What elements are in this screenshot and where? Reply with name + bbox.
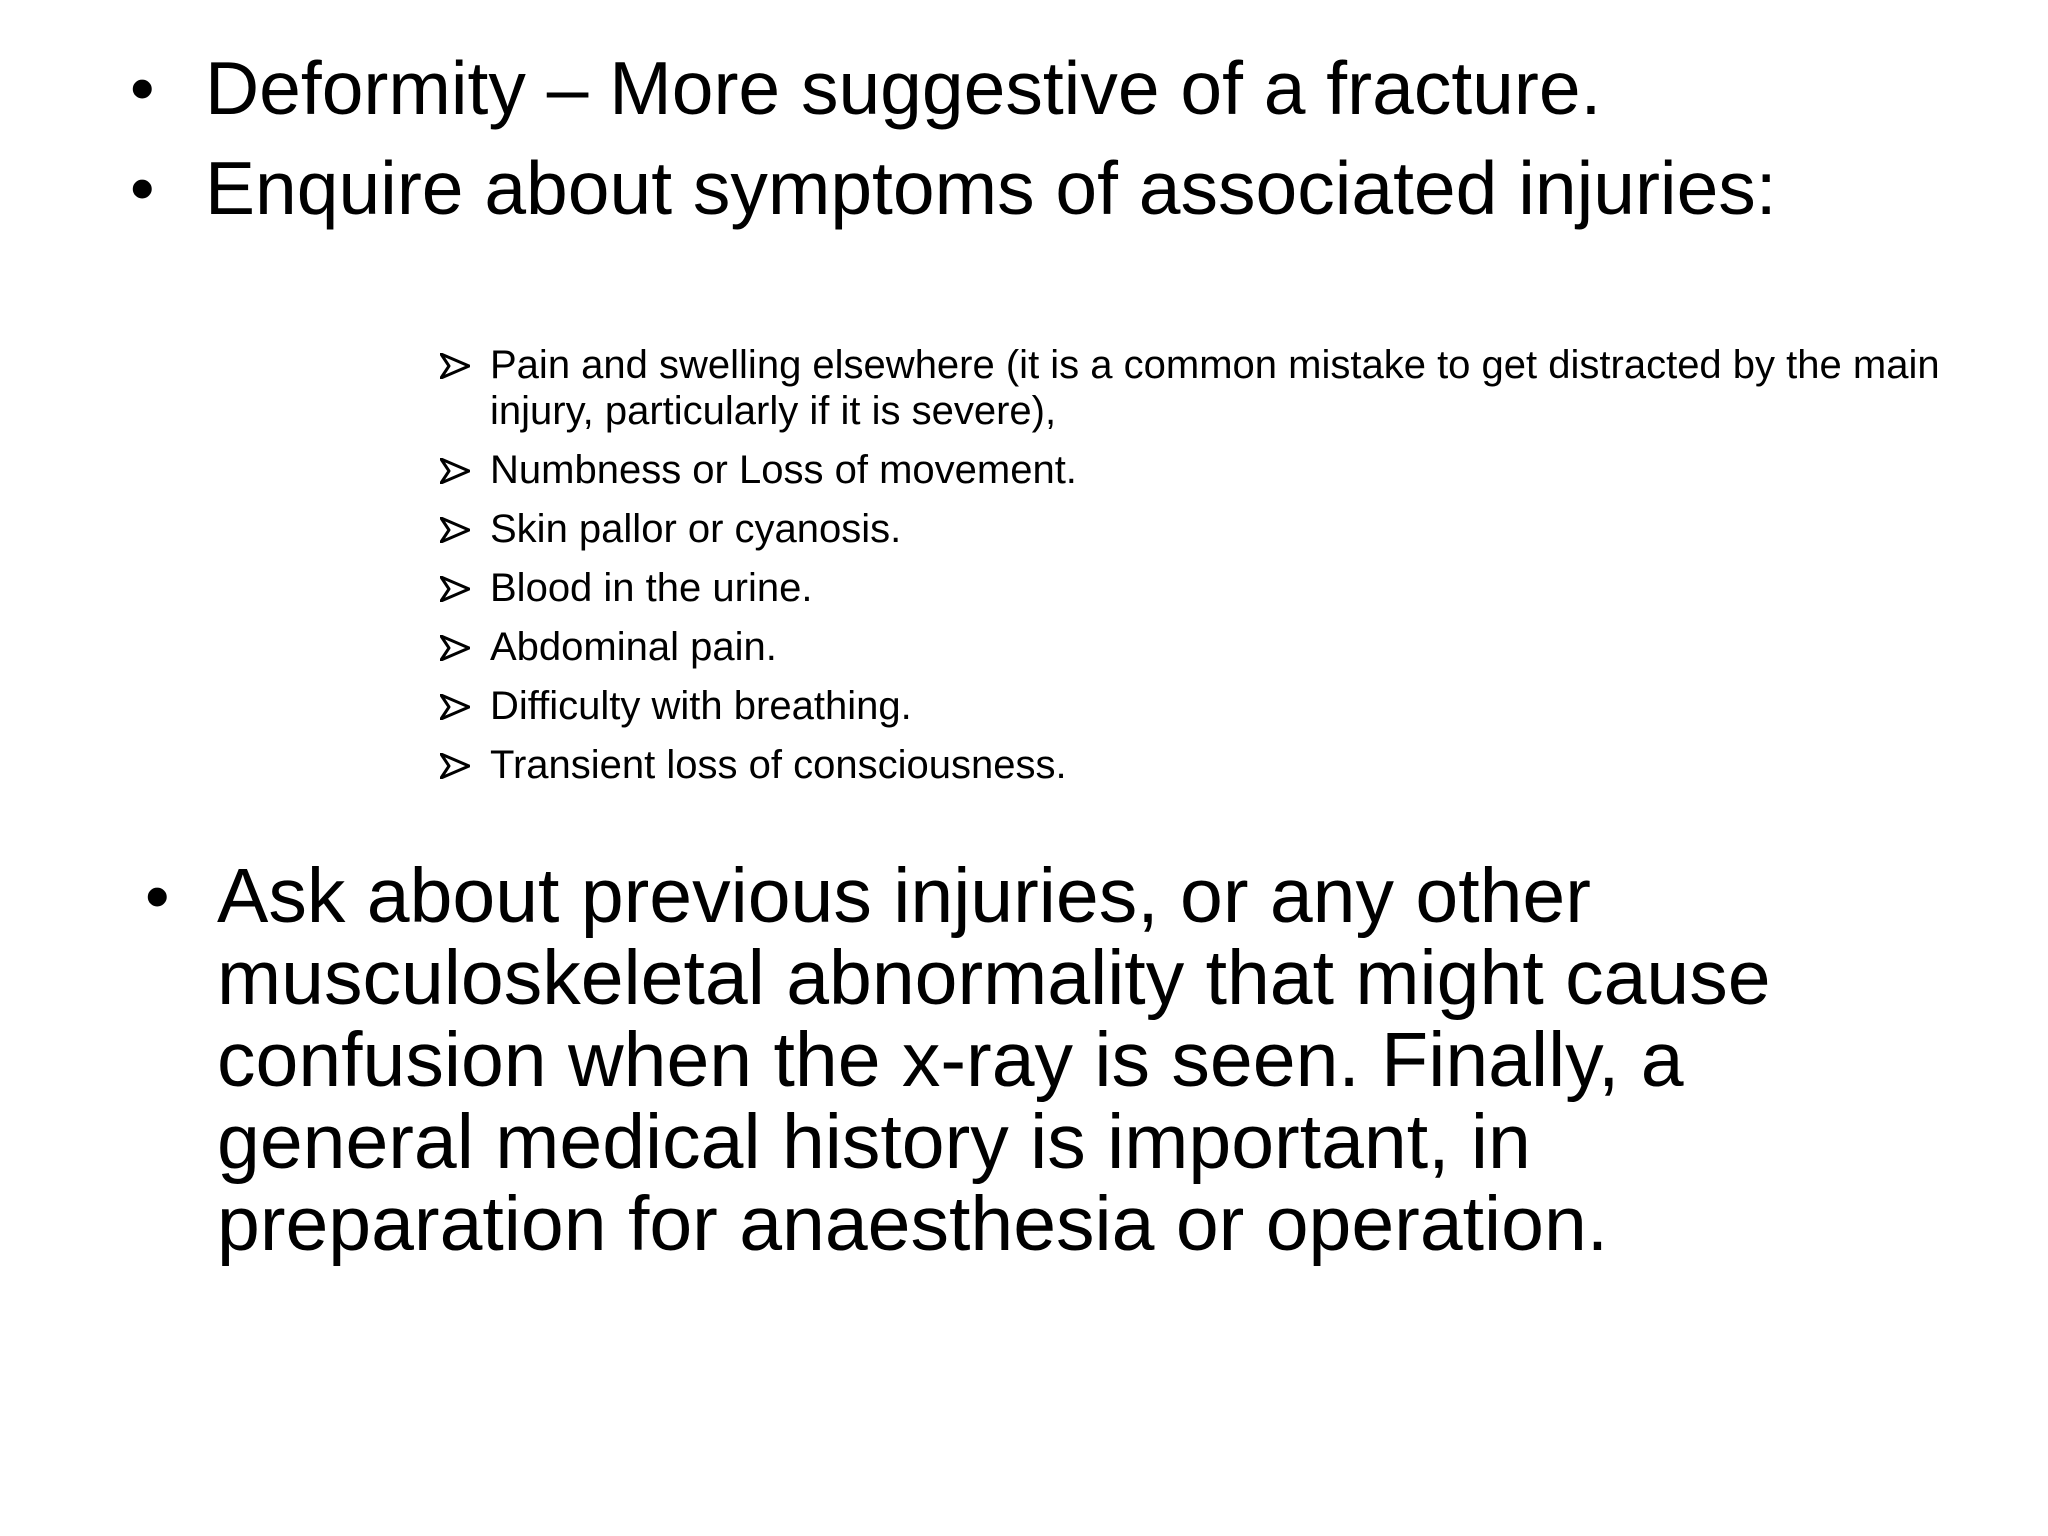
sub-bullet-text: Transient loss of consciousness. <box>490 743 1067 787</box>
bottom-bullet-list <box>145 855 1845 1265</box>
sub-bullet-item <box>440 565 1940 611</box>
arrowhead-icon <box>440 624 474 670</box>
sub-bullet-item <box>440 742 1940 788</box>
arrowhead-icon <box>440 742 474 788</box>
arrowhead-icon <box>440 506 474 552</box>
bullet-dot-icon: • <box>145 857 170 935</box>
sub-bullet-text: Blood in the urine. <box>490 566 813 610</box>
bullet-item-deformity <box>130 38 2010 138</box>
bullet-text: Ask about previous injuries, or any other musculoskeletal abnormality that might cause confusion when the x-ray is seen. Finally, a general medical history is important, in preparation for anaesthesia or operation. <box>217 853 1771 1267</box>
arrowhead-icon <box>440 683 474 729</box>
sub-bullet-text: Abdominal pain. <box>490 625 777 669</box>
sub-bullet-item <box>440 506 1940 552</box>
bullet-dot-icon: • <box>130 49 155 127</box>
bullet-dot-icon: • <box>130 149 155 227</box>
sub-bullet-text: Difficulty with breathing. <box>490 684 912 728</box>
associated-injuries-list <box>440 342 1940 801</box>
bullet-item-enquire <box>130 138 2010 238</box>
bullet-item-previous-injuries <box>145 855 1845 1265</box>
bullet-text: Deformity – More suggestive of a fracture. <box>205 46 1602 130</box>
arrowhead-icon <box>440 447 474 493</box>
sub-bullet-item <box>440 342 1940 434</box>
sub-bullet-text: Skin pallor or cyanosis. <box>490 507 902 551</box>
sub-bullet-text: Numbness or Loss of movement. <box>490 448 1077 492</box>
sub-bullet-item <box>440 447 1940 493</box>
arrowhead-icon <box>440 342 474 388</box>
sub-bullet-item <box>440 683 1940 729</box>
sub-bullet-item <box>440 624 1940 670</box>
top-bullet-list <box>130 38 2010 238</box>
sub-bullet-text: Pain and swelling elsewhere (it is a common mistake to get distracted by the main injury, particularly if it is severe), <box>490 343 1940 433</box>
bullet-text: Enquire about symptoms of associated injuries: <box>205 146 1777 230</box>
arrowhead-icon <box>440 565 474 611</box>
